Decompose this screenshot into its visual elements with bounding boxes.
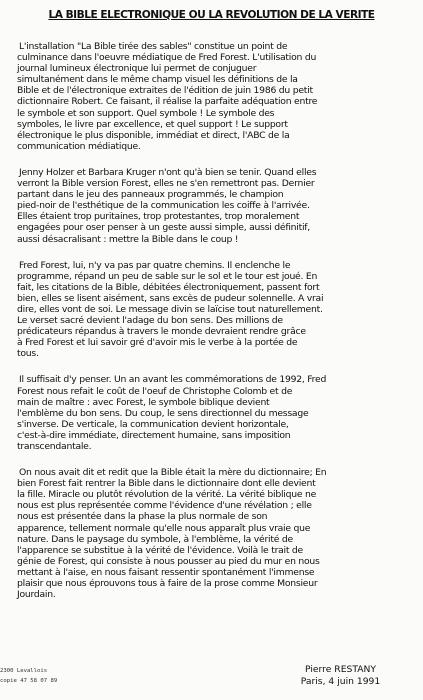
paragraph-line: journal lumineux électronique lui permet de conjuguer xyxy=(17,63,257,75)
paragraph-line: programme, répand un peu de sable sur le sol et le tour est joué. En xyxy=(17,270,318,282)
paragraph-line: L'installation "La Bible tirée des sables" constitue un point de xyxy=(19,41,288,52)
place-date: Paris, 4 juin 1991 xyxy=(300,675,381,687)
paragraph-line: mettant à l'aise, en nous faisant ressentir spontanément l'immense xyxy=(17,566,315,578)
paragraph xyxy=(17,260,415,360)
paragraph-line: Fred Forest, lui, n'y va pas par quatre chemins. Il enclenche le xyxy=(19,259,291,271)
paragraph-line: culminance dans l'oeuvre médiatique de Fred Forest. L'utilisation du xyxy=(17,52,317,64)
document-title: LA BIBLE ELECTRONIQUE OU LA REVOLUTION DE LA VERITE xyxy=(48,9,375,21)
paragraph-line: Jenny Holzer et Barbara Kruger n'ont qu'à bien se tenir. Quand elles xyxy=(19,166,317,178)
paragraph xyxy=(17,41,415,152)
paragraph-line: symboles, le livre par excellence, et quel support ! Le support xyxy=(17,118,288,130)
paragraph-line: transcendantale. xyxy=(17,441,92,452)
paragraph-line: bien, elles se lisent aisément, sans excès de pudeur solennelle. A vrai xyxy=(17,292,324,304)
paragraph-line: Il suffisait d'y penser. Un an avant les commémorations de 1992, Fred xyxy=(19,374,327,386)
paragraph-line: l'emblème du bon sens. Du coup, le sens directionnel du message xyxy=(17,407,309,419)
paragraph-line: pied-noir de l'esthétique de la communication les coiffe à l'arrivée. xyxy=(17,200,310,212)
paragraph-line: à Fred Forest et lui savoir gré d'avoir mis le verbe à la portée de xyxy=(17,337,298,349)
paragraph-line: communication médiatique. xyxy=(17,140,141,152)
paragraph-line: dictionnaire Robert. Ce faisant, il réalise la parfaite adéquation entre xyxy=(17,96,318,108)
paragraph-line: le symbole et son support. Quel symbole ! Le symbole des xyxy=(17,107,275,119)
paragraph-line: plaisir que nous éprouvons tous à faire de la prose comme Monsieur xyxy=(17,578,318,590)
paragraph-line: électronique le plus disponible, immédiat et direct, l'ABC de la xyxy=(17,129,290,141)
footer-address xyxy=(0,666,57,686)
paragraph-line: aussi désacralisant : mettre la Bible dans le coup ! xyxy=(17,233,239,245)
paragraph-line: nature. Dans le paysage du symbole, à l'emblème, la vérité de xyxy=(17,533,293,545)
paragraph-line: Elles étaient trop puritaines, trop protestantes, trop moralement xyxy=(17,211,300,223)
footer-address-line: 2300 Levallois xyxy=(0,668,48,674)
paragraph-line: On nous avait dit et redit que la Bible était la mère du dictionnaire; En xyxy=(19,467,327,479)
paragraph-line: simultanément dans le même champ visuel les définitions de la xyxy=(17,74,298,86)
paragraph-line: main de maître : avec Forest, le symbole biblique devient xyxy=(17,396,270,408)
paragraph-line: bien Forest fait rentrer la Bible dans le dictionnaire dont elle devient xyxy=(17,478,316,490)
paragraph xyxy=(17,467,415,600)
paragraph-line: c'est-à-dire immédiate, directement humaine, sans imposition xyxy=(17,429,291,441)
paragraph-line: s'inverse. De verticale, la communication devient horizontale, xyxy=(17,418,289,430)
paragraph-line: dire, elles vont de soi. Le message divin se laïcise tout naturellement. xyxy=(17,303,323,315)
author-name: Pierre RESTANY xyxy=(305,664,376,675)
paragraph xyxy=(17,167,415,245)
paragraph-line: tous. xyxy=(17,348,39,360)
paragraph-line: prédicateurs répandus à travers le monde devraient rendre grâce xyxy=(17,326,306,338)
paragraph-line: l'apparence se substitue à la vérité de l'évidence. Voilà le trait de xyxy=(17,544,303,556)
paragraph-line: Bible et de l'électronique extraites de l'édition de juin 1986 du petit xyxy=(17,85,313,97)
signature-block xyxy=(293,664,388,687)
paragraph-line: verront la Bible version Forest, elles ne s'en remettront pas. Dernier xyxy=(17,178,315,190)
paragraph-line: génie de Forest, qui consiste à nous pousser au pied du mur en nous xyxy=(17,555,320,567)
paragraph-line: fait, les citations de la Bible, débitées électroniquement, passent fort xyxy=(17,281,320,293)
paragraph-line: apparence, tellement normale qu'elle nous apparaît plus vraie que xyxy=(17,522,311,534)
paragraph-line: Jourdain. xyxy=(17,589,56,601)
paragraph-line: engagées pour oser penser à un geste aussi simple, aussi définitif, xyxy=(17,222,310,234)
paragraph xyxy=(17,374,415,452)
paragraph-line: nous est plus représentée comme l'évidence d'une révélation ; elle xyxy=(17,500,312,512)
paragraph-line: Le verset sacré devient l'adage du bon sens. Des millions de xyxy=(17,315,283,327)
footer-phone-line: copie 47 58 07 89 xyxy=(0,678,58,684)
paragraph-line: la fille. Miracle ou plutôt révolution de la vérité. La vérité biblique ne xyxy=(17,489,317,501)
paragraph-line: partant dans le jeu des panneaux programmés, le champion xyxy=(17,189,284,201)
article-body xyxy=(17,41,415,615)
paragraph-line: nous est présentée dans la phase la plus normale de son xyxy=(17,511,268,523)
paragraph-line: Forest nous refait le coût de l'oeuf de Christophe Colomb et de xyxy=(17,385,293,397)
